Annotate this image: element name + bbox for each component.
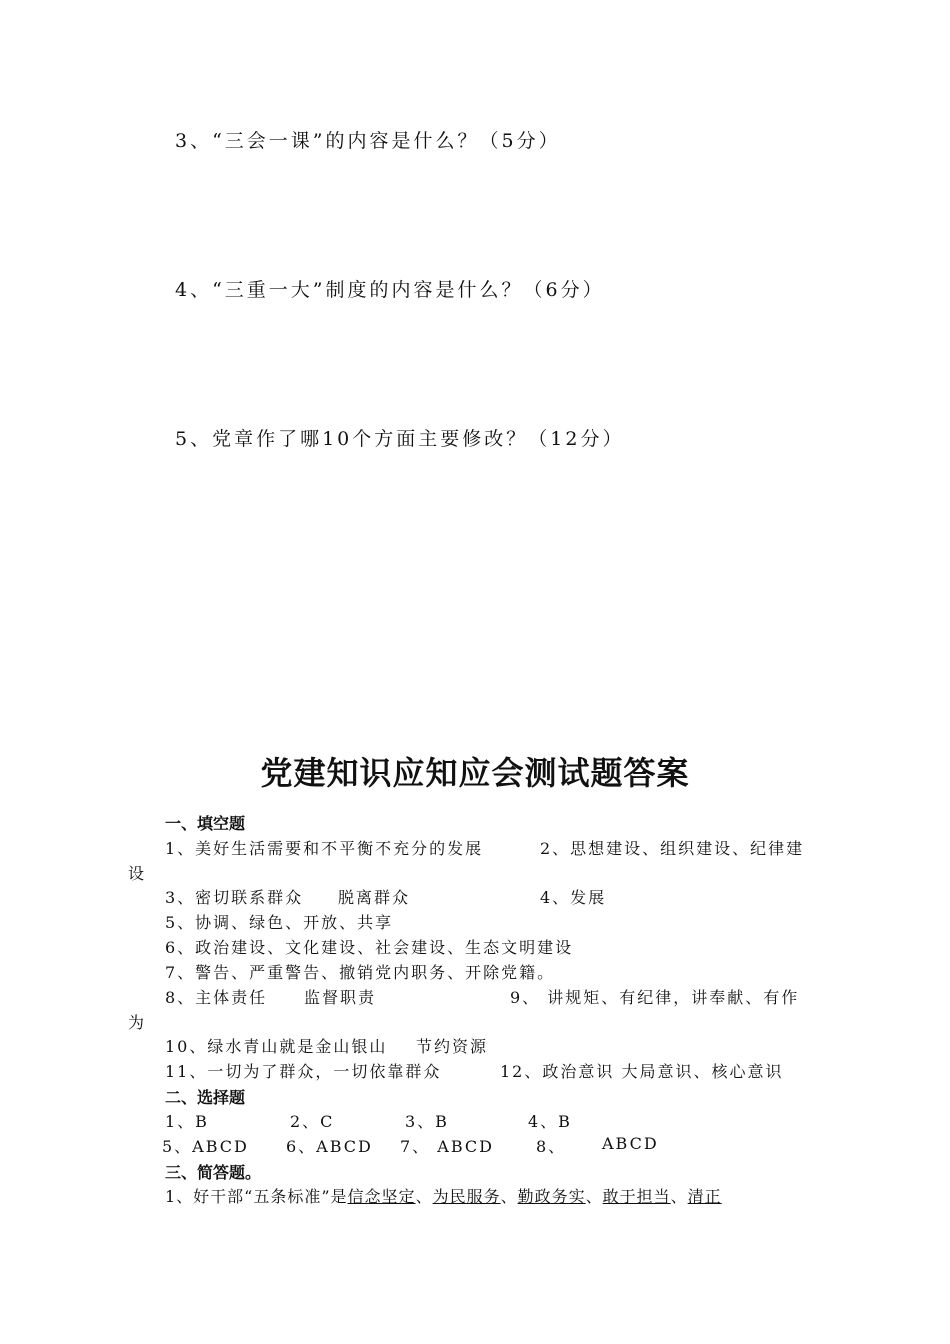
fill-answer-3a: 3、密切联系群众 [165, 888, 304, 907]
choice-answer-8b: ABCD [602, 1134, 659, 1153]
fill-answer-6: 6、政治建设、文化建设、社会建设、生态文明建设 [165, 938, 574, 957]
fill-answer-1: 1、美好生活需要和不平衡不充分的发展 [165, 839, 484, 858]
separator: 、 [500, 1187, 518, 1206]
choice-answer-6: 6、ABCD [286, 1137, 373, 1156]
keyword-5: 清正 [687, 1187, 722, 1206]
separator: 、 [670, 1187, 688, 1206]
keyword-1: 信念坚定 [347, 1187, 416, 1206]
fill-answer-8b: 监督职责 [304, 988, 377, 1007]
fill-answer-2: 2、思想建设、组织建设、纪律建 [540, 839, 805, 858]
fill-answer-10a: 10、绿水青山就是金山银山 [165, 1037, 388, 1056]
section-choice-heading: 二、选择题 [165, 1088, 246, 1107]
section-short-heading: 三、简答题。 [165, 1163, 262, 1182]
choice-answer-4: 4、B [528, 1112, 572, 1131]
fill-answer-11: 11、一切为了群众，一切依靠群众 [165, 1062, 442, 1081]
answers-title: 党建知识应知应会测试题答案 [260, 754, 690, 792]
fill-answer-7: 7、警告、严重警告、撤销党内职务、开除党籍。 [165, 963, 556, 982]
fill-answer-5: 5、协调、绿色、开放、共享 [165, 913, 394, 932]
choice-answer-1: 1、B [165, 1112, 209, 1131]
question-5: 5、党章作了哪10个方面主要修改？（12分） [175, 428, 625, 450]
fill-answer-3b: 脱离群众 [338, 888, 411, 907]
question-4: 4、“三重一大”制度的内容是什么？（6分） [175, 279, 605, 301]
keyword-4: 敢于担当 [602, 1187, 671, 1206]
choice-answer-5: 5、ABCD [162, 1137, 249, 1156]
question-3: 3、“三会一课”的内容是什么？（5分） [175, 130, 561, 152]
choice-answer-3: 3、B [405, 1112, 449, 1131]
fill-answer-9: 9、 讲规矩、有纪律，讲奉献、有作 [510, 988, 800, 1007]
separator: 、 [585, 1187, 603, 1206]
separator: 、 [415, 1187, 433, 1206]
fill-answer-8a: 8、主体责任 [165, 988, 268, 1007]
fill-answer-9-cont: 为 [128, 1013, 147, 1032]
keyword-3: 勤政务实 [517, 1187, 586, 1206]
fill-answer-2-cont: 设 [128, 864, 147, 883]
section-fill-heading: 一、填空题 [165, 814, 246, 833]
choice-answer-8a: 8、 [536, 1137, 567, 1156]
fill-answer-12: 12、政治意识 大局意识、核心意识 [500, 1062, 784, 1081]
choice-answer-7: 7、 ABCD [400, 1137, 494, 1156]
choice-answer-2: 2、C [290, 1112, 335, 1131]
short-answer-1 [165, 1184, 722, 1207]
fill-answer-10b: 节约资源 [416, 1037, 489, 1056]
keyword-2: 为民服务 [432, 1187, 501, 1206]
short-answer-1-prefix: 1、好干部“五条标准”是 [165, 1187, 348, 1206]
fill-answer-4: 4、发展 [540, 888, 607, 907]
